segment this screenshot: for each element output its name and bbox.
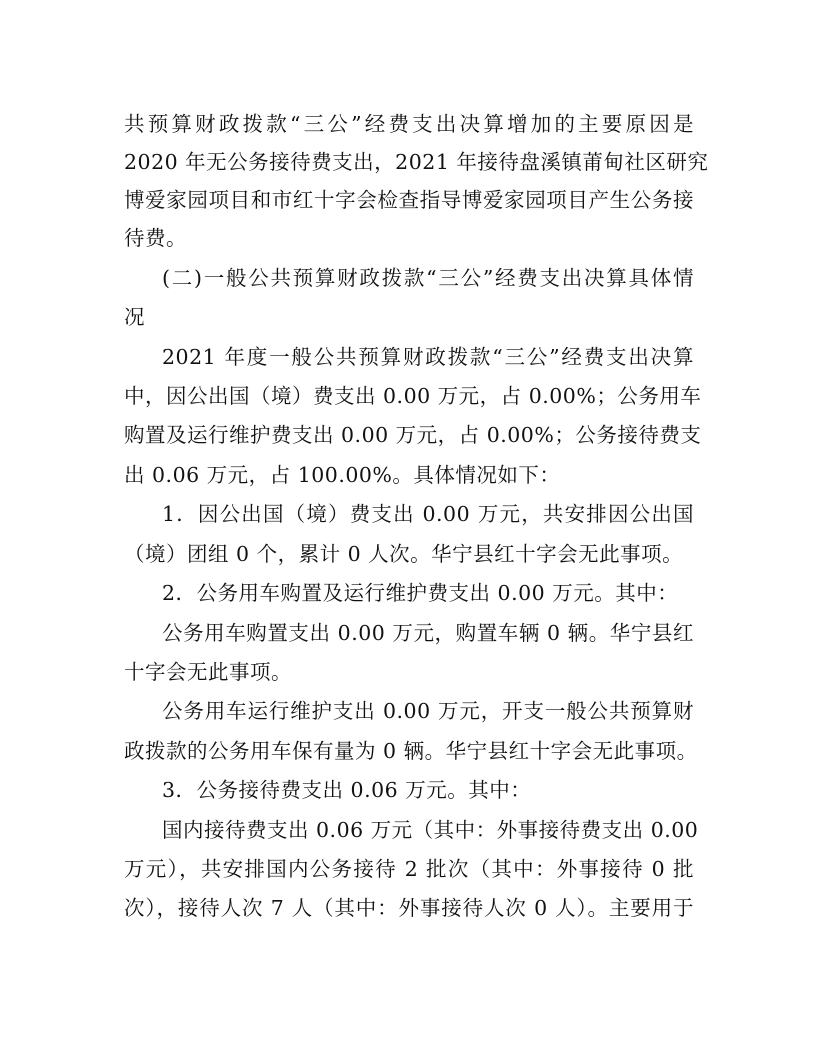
section-heading-line: (二)一般公共预算财政拨款“三公”经费支出决算具体情 [162,266,694,290]
list-item-line: （境）团组 0 个，累计 0 人次。华宁县红十字会无此事项。 [124,542,684,566]
paragraph-line: 政拨款的公务用车保有量为 0 辆。华宁县红十字会无此事项。 [124,739,698,763]
paragraph-line: 2020 年无公务接待费支出，2021 年接待盘溪镇莆甸社区研究 [124,150,709,174]
paragraph-line: 中，因公出国（境）费支出 0.00 万元，占 0.00%；公务用车 [124,384,702,408]
section-heading-line: 况 [124,305,145,329]
paragraph-line: 共预算财政拨款“三公”经费支出决算增加的主要原因是 [124,112,694,136]
paragraph-line: 待费。 [124,226,187,250]
list-item-line: 1．因公出国（境）费支出 0.00 万元，共安排因公出国 [162,502,694,526]
list-item-line: 2．公务用车购置及运行维护费支出 0.00 万元。其中： [162,581,679,605]
paragraph-line: 国内接待费支出 0.06 万元（其中：外事接待费支出 0.00 [162,818,699,842]
paragraph-line: 博爱家园项目和市红十字会检查指导博爱家园项目产生公务接 [124,188,694,212]
list-item-line: 3．公务接待费支出 0.06 万元。其中： [162,778,532,802]
paragraph-line: 2021 年度一般公共预算财政拨款“三公”经费支出决算 [162,345,694,369]
paragraph-line: 公务用车运行维护支出 0.00 万元，开支一般公共预算财 [162,699,694,723]
paragraph-line: 购置及运行维护费支出 0.00 万元，占 0.00%；公务接待费支 [124,423,702,447]
paragraph-line: 十字会无此事项。 [124,660,292,684]
paragraph-line: 万元），共安排国内公务接待 2 批次（其中：外事接待 0 批 [124,857,694,881]
paragraph-line: 公务用车购置支出 0.00 万元，购置车辆 0 辆。华宁县红 [162,621,694,645]
paragraph-line: 出 0.06 万元，占 100.00%。具体情况如下： [124,463,561,487]
paragraph-line: 次），接待人次 7 人（其中：外事接待人次 0 人）。主要用于 [124,896,694,920]
